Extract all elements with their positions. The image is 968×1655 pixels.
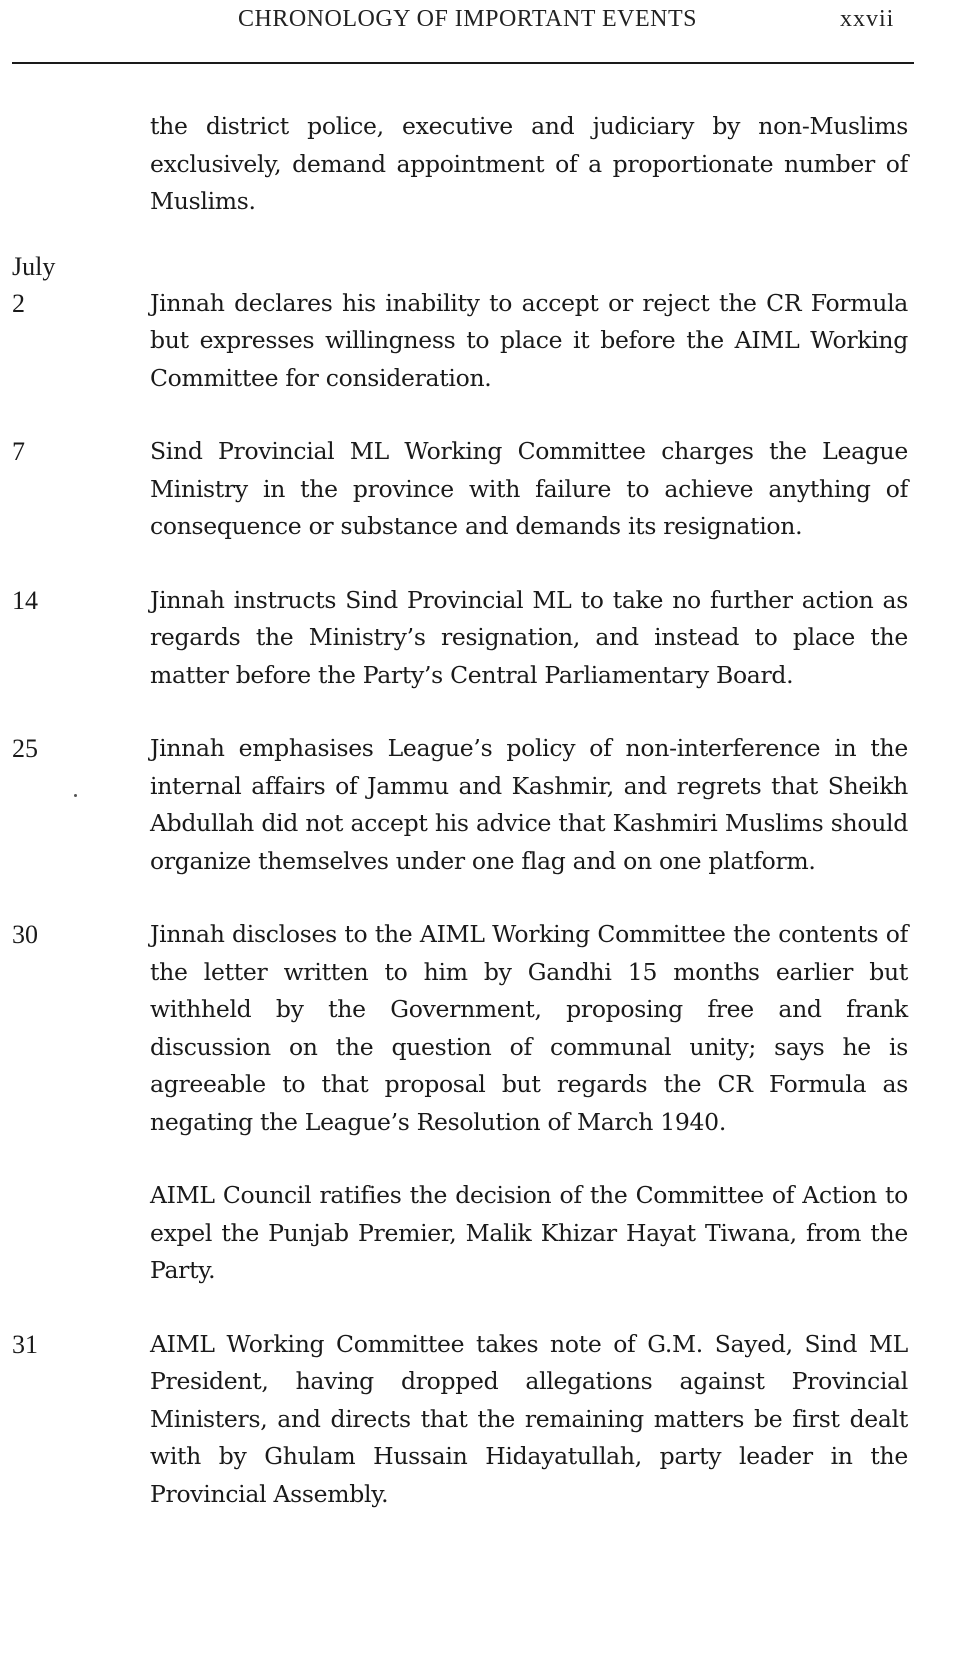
event-day: 25 — [12, 734, 38, 763]
print-speck — [74, 794, 77, 797]
month-label: July — [12, 251, 56, 281]
continuation-text: the district police, executive and judiciary by non-Muslims exclusively, demand appointment of a proportionate number of Muslims. — [150, 112, 908, 215]
event-entry — [0, 582, 968, 695]
event-entry — [0, 433, 968, 546]
event-entry — [0, 285, 968, 398]
running-head — [0, 6, 968, 42]
event-day: 31 — [12, 1329, 38, 1359]
event-text: Jinnah declares his inability to accept or reject the CR Formula but expresses willingness to place it before the AIML Working Committee for consideration. — [150, 288, 908, 392]
event-text: Jinnah instructs Sind Provincial ML to take no further action as regards the Ministry’s resignation, and instead to place the matter before the Party’s Central Parliamentary Board. — [150, 585, 908, 689]
event-entry — [0, 730, 968, 880]
header-rule — [12, 62, 914, 64]
event-text: Sind Provincial ML Working Committee charges the League Ministry in the province with failure to achieve anything of consequence or substance and demands its resignation. — [150, 437, 908, 540]
event-text-continued: AIML Council ratifies the decision of the Committee of Action to expel the Punjab Premier, Malik Khizar Hayat Tiwana, from the Party. — [150, 1181, 908, 1284]
chronology-body — [0, 108, 968, 1513]
event-text: AIML Working Committee takes note of G.M. Sayed, Sind ML President, having dropped allegations against Provincial Ministers, and directs that the remaining matters be first dealt with by Ghulam Hussain Hidayatullah, party leader in the Provincial Assembly. — [150, 1329, 908, 1508]
event-text: Jinnah discloses to the AIML Working Committee the contents of the letter written to him by Gandhi 15 months earlier but withheld by the Government, proposing free and frank discussion on the question of communal unity; says he is agreeable to that proposal but regards the CR Formula as negating the League’s Resolution of March 1940. — [150, 920, 908, 1136]
month-heading-entry — [0, 251, 968, 285]
continuation-entry — [0, 108, 968, 221]
event-entry — [0, 1326, 968, 1514]
event-text: Jinnah emphasises League’s policy of non-interference in the internal affairs of Jammu and Kashmir, and regrets that Sheikh Abdullah did not accept his advice that Kashmiri Muslims should organize themselves under one flag and on one platform. — [150, 734, 908, 875]
running-title: CHRONOLOGY OF IMPORTANT EVENTS — [238, 6, 697, 32]
event-day: 14 — [12, 585, 38, 615]
page-number: xxvii — [840, 6, 895, 32]
event-entry — [0, 916, 968, 1290]
event-day: 2 — [12, 288, 25, 318]
event-day: 30 — [12, 920, 38, 949]
event-day: 7 — [12, 437, 25, 466]
